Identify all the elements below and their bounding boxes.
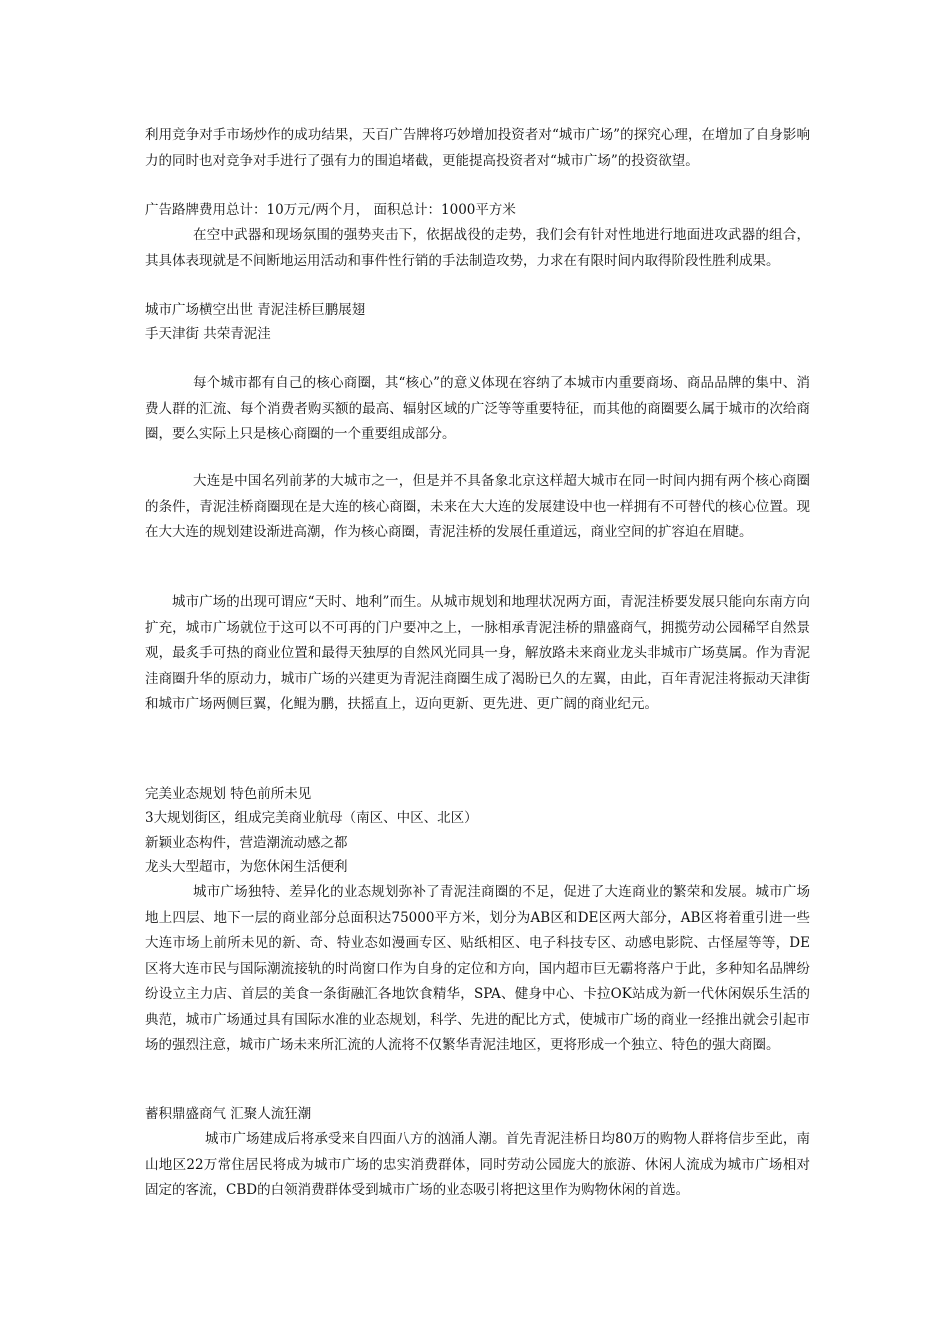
bullet-three-districts: 3大规划街区，组成完美商业航母（南区、中区、北区） (145, 810, 478, 826)
paragraph-competitive-result: 利用竞争对手市场炒作的成功结果，天百广告牌将巧妙增加投资者对“城市广场”的探究心理，在增加了自身影响力的同时也对竞争对手进行了强有力的围追堵截，更能提高投资者对“城市广场”的投资欲望。 (145, 127, 810, 169)
paragraph-customer-flow: 城市广场建成后将承受来自四面八方的汹涌人潮。首先青泥洼桥日均80万的购物人群将信步至此，南山地区22万常住居民将成为城市广场的忠实消费群体，同时劳动公园庞大的旅游、休闲人流成为城市广场相对固定的客流，CBD的白领消费群体受到城市广场的业态吸引将把这里作为购物休闲的首选。 (145, 1131, 810, 1198)
heading-gather-crowds: 蓄积鼎盛商气 汇聚人流狂潮 (145, 1106, 312, 1122)
paragraph-ground-offensive: 在空中武器和现场氛围的强势夹击下，依据战役的走势，我们会有针对性地进行地面进攻武器的组合，其具体表现就是不间断地运用活动和事件性行销的手法制造攻势，力求在有限时间内取得阶段性胜利成果。 (145, 227, 810, 269)
billboard-cost-line: 广告路牌费用总计：10万元/两个月， 面积总计：1000平方米 (145, 202, 516, 218)
paragraph-core-business-district: 每个城市都有自己的核心商圈，其“核心”的意义体现在容纳了本城市内重要商场、商品品牌的集中、消费人群的汇流、每个消费者购买额的最高、辐射区域的广泛等等重要特征，而其他的商圈要么属于城市的次给商圈，要么实际上只是核心商圈的一个重要组成部分。 (145, 375, 810, 442)
bullet-new-business-forms: 新颖业态构件，营造潮流动感之都 (145, 835, 348, 851)
paragraph-city-plaza-emergence: 城市广场的出现可谓应“天时、地利”而生。从城市规划和地理状况两方面，青泥洼桥要发展只能向东南方向扩充，城市广场就位于这可以不可再的门户要冲之上，一脉相承青泥洼桥的鼎盛商气，拥揽劳动公园稀罕自然景观，最炙手可热的商业位置和最得天独厚的自然风光同具一身，解放路未来商业龙头非城市广场莫属。作为青泥洼商圈升华的原动力，城市广场的兴建更为青泥洼商圈生成了渴盼已久的左翼，由此，百年青泥洼将振动天津街和城市广场两侧巨翼，化鲲为鹏，扶摇直上，迈向更新、更先进、更广阔的商业纪元。 (145, 594, 810, 712)
paragraph-dalian-core: 大连是中国名列前茅的大城市之一，但是并不具备象北京这样超大城市在同一时间内拥有两个核心商圈的条件，青泥洼桥商圈现在是大连的核心商圈，未来在大大连的发展建设中也一样拥有不可替代的核心位置。现在大大连的规划建设渐进高潮，作为核心商圈，青泥洼桥的发展任重道远，商业空间的扩容迫在眉睫。 (145, 473, 810, 540)
paragraph-business-layout: 城市广场独特、差异化的业态规划弥补了青泥洼商圈的不足，促进了大连商业的繁荣和发展。城市广场地上四层、地下一层的商业部分总面积达75000平方米，划分为AB区和DE区两大部分，AB区将着重引进一些大连市场上前所未见的新、奇、特业态如漫画专区、贴纸相区、电子科技专区、动感电影院、古怪屋等等，DE区将大连市民与国际潮流接轨的时尚窗口作为自身的定位和方向，国内超市巨无霸将落户于此，多种知名品牌纷纷设立主力店、首层的美食一条街融汇各地饮食精华，SPA、健身中心、卡拉OK站成为新一代休闲娱乐生活的典范，城市广场通过具有国际水准的业态规划，科学、先进的配比方式，使城市广场的商业一经推出就会引起市场的强烈注意，城市广场未来所汇流的人流将不仅繁华青泥洼地区，更将形成一个独立、特色的强大商圈。 (145, 884, 810, 1053)
heading-business-planning: 完美业态规划 特色前所未见 (145, 786, 312, 802)
heading-tianjin-street: 手天津街 共荣青泥洼 (145, 326, 271, 342)
bullet-supermarket: 龙头大型超市，为您休闲生活便利 (145, 859, 348, 875)
heading-city-plaza-rise: 城市广场横空出世 青泥洼桥巨鹏展翅 (145, 302, 366, 318)
